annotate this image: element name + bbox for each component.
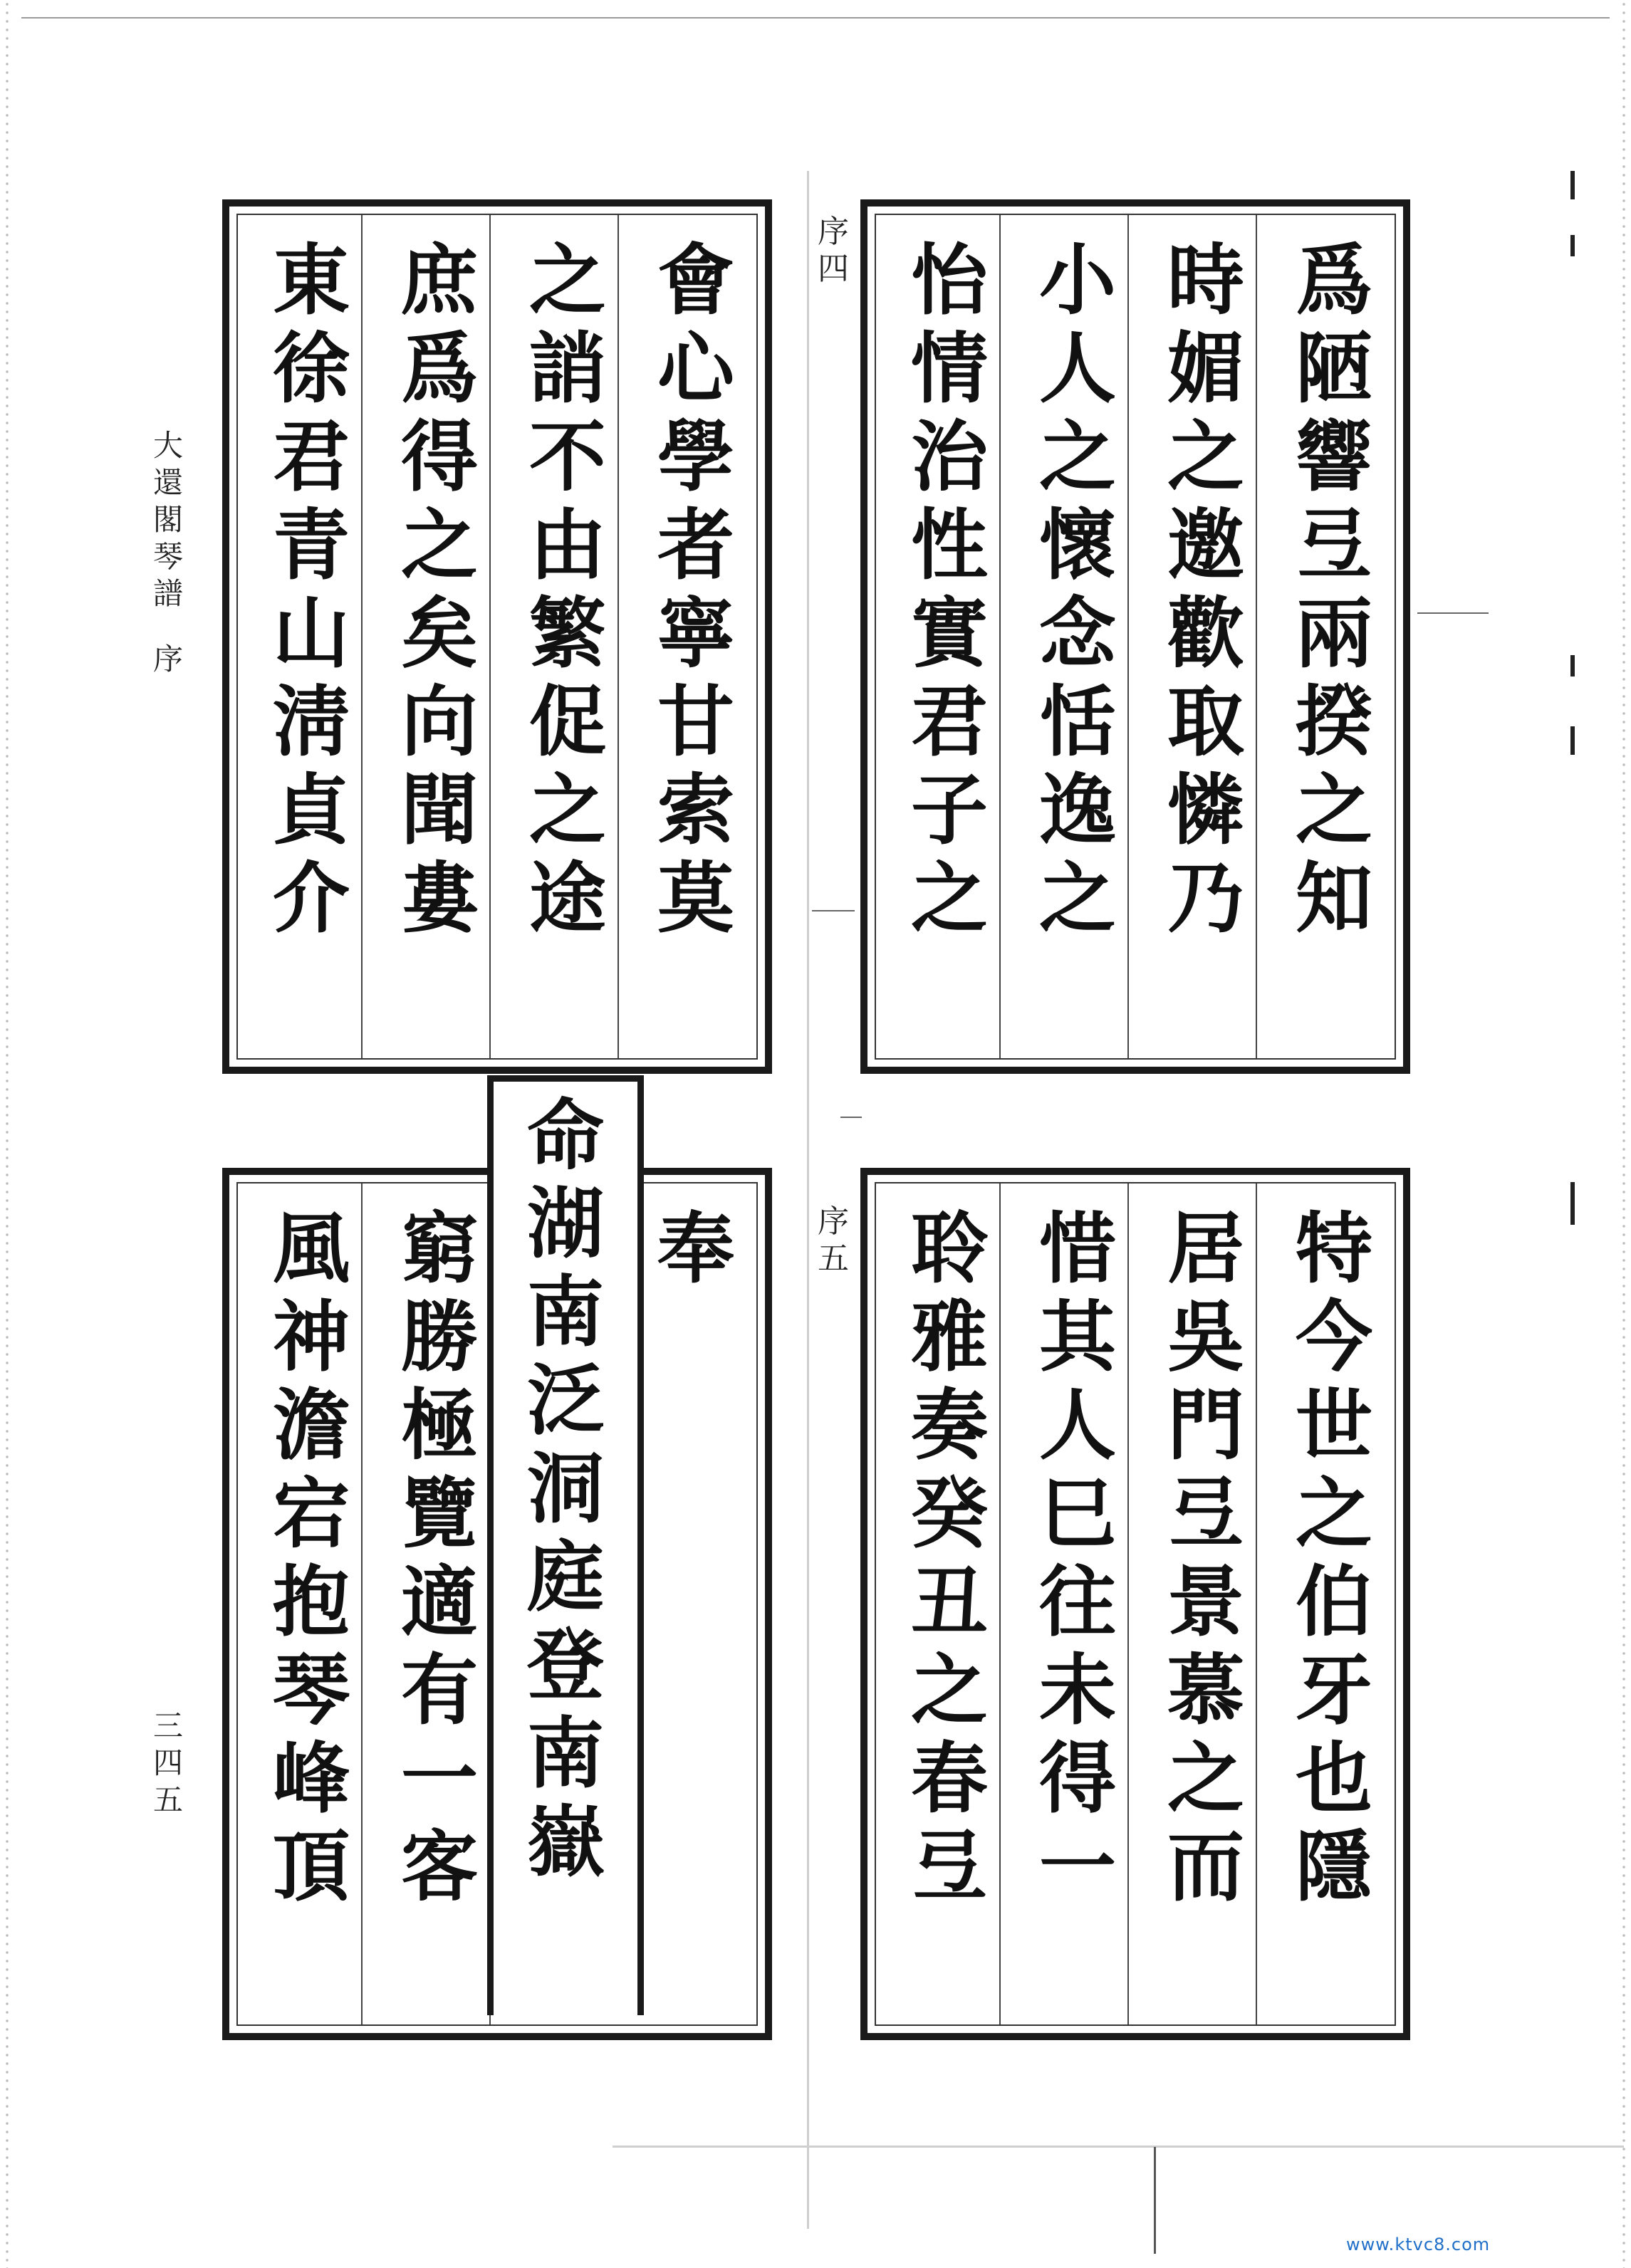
text-char: 也 [1295, 1734, 1372, 1824]
text-char: 庭 [526, 1532, 604, 1622]
text-char: 歡 [1167, 589, 1244, 679]
watermark-text: www.ktvc8.com [1346, 2235, 1491, 2254]
text-char: 奏 [910, 1381, 988, 1470]
text-column [642, 236, 749, 943]
panel-bottom-right [860, 1168, 1410, 2040]
text-char: 極 [400, 1381, 478, 1470]
text-column [514, 236, 621, 943]
text-char: 陋 [1295, 324, 1372, 414]
text-char: 抱 [272, 1557, 350, 1647]
text-char: 泛 [526, 1356, 604, 1446]
text-char: 取 [1167, 677, 1244, 767]
text-char: 之 [910, 1646, 988, 1735]
title-char: 琴 [152, 539, 183, 574]
text-char: 甘 [657, 677, 734, 767]
text-char: 時 [1167, 236, 1244, 325]
text-column [1024, 236, 1131, 943]
text-char: 聆 [910, 1204, 988, 1294]
text-char: 覽 [400, 1469, 478, 1559]
text-column [1281, 236, 1387, 943]
text-char: 一 [400, 1734, 478, 1824]
text-char: 弖 [1295, 501, 1372, 590]
scan-fragment [1570, 1182, 1575, 1225]
text-char: 春 [910, 1734, 988, 1824]
text-char: 學 [657, 412, 734, 502]
text-char: 邀 [1167, 501, 1244, 590]
section-label-char: 序 [818, 1203, 849, 1240]
text-char: 伯 [1295, 1557, 1372, 1647]
text-char: 子 [910, 765, 988, 855]
text-char: 向 [400, 677, 478, 767]
panel-top-right [860, 199, 1410, 1074]
text-column [896, 236, 1003, 943]
text-char: 弖 [910, 1822, 988, 1912]
scan-hline [1417, 612, 1489, 614]
text-char: 逸 [1038, 765, 1116, 855]
text-char: 一 [1038, 1822, 1116, 1912]
text-char: 矣 [400, 589, 478, 679]
text-char: 寧 [657, 589, 734, 679]
text-char: 性 [910, 501, 988, 590]
text-char: 介 [272, 854, 350, 944]
scan-hline [840, 1117, 862, 1118]
text-char: 之 [528, 236, 606, 325]
text-char: 者 [657, 501, 734, 590]
text-char: 有 [400, 1646, 478, 1735]
scan-fragment [1570, 235, 1575, 256]
text-char: 丑 [910, 1557, 988, 1647]
section-label-char: 五 [818, 1240, 849, 1277]
text-char: 命 [526, 1091, 604, 1181]
text-column [258, 236, 365, 943]
text-char: 嶽 [526, 1797, 604, 1887]
text-char: 風 [272, 1204, 350, 1294]
text-char: 怡 [910, 236, 988, 325]
text-char: 東 [272, 236, 350, 325]
scan-fragment [1570, 171, 1575, 199]
text-char: 心 [657, 324, 734, 414]
text-char: 由 [528, 501, 606, 590]
text-char: 未 [1038, 1646, 1116, 1735]
page-number [147, 1708, 189, 1819]
text-char: 知 [1295, 854, 1372, 944]
top-border-line [21, 17, 1610, 19]
text-char: 其 [1038, 1292, 1116, 1382]
text-char: 憐 [1167, 765, 1244, 855]
text-char: 君 [272, 412, 350, 502]
title-char: 閣 [152, 502, 183, 537]
text-char: 徐 [272, 324, 350, 414]
text-char: 庶 [400, 236, 478, 325]
text-char: 琴 [272, 1646, 350, 1735]
text-char: 乃 [1167, 854, 1244, 944]
text-char: 南 [526, 1709, 604, 1799]
text-char: 峰 [272, 1734, 350, 1824]
text-char: 促 [528, 677, 606, 767]
text-char: 神 [272, 1292, 350, 1382]
text-char: 繁 [528, 589, 606, 679]
text-char: 人 [1038, 324, 1116, 414]
text-char: 奉 [657, 1204, 734, 1294]
section-label-four [812, 214, 855, 288]
scan-edge-right [1621, 0, 1627, 2268]
title-char: 大 [152, 428, 183, 463]
center-fold-line [807, 171, 809, 2229]
text-char: 景 [1167, 1557, 1244, 1647]
text-char: 懷 [1038, 501, 1116, 590]
text-char: 洞 [526, 1444, 604, 1534]
scan-fragment [1570, 655, 1575, 676]
text-char: 人 [1038, 1381, 1116, 1470]
text-char: 之 [910, 854, 988, 944]
notch-text-column [512, 1092, 619, 1886]
title-char: 譜 [152, 576, 183, 611]
text-column [386, 236, 493, 943]
bottom-rule-line [613, 2146, 1624, 2148]
text-char: 惜 [1038, 1204, 1116, 1294]
text-char: 婁 [400, 854, 478, 944]
text-column [1152, 236, 1259, 943]
text-char: 適 [400, 1557, 478, 1647]
page-number-char: 五 [152, 1782, 183, 1817]
text-char: 念 [1038, 589, 1116, 679]
raised-column-notch [487, 1075, 644, 2015]
text-char: 索 [657, 765, 734, 855]
text-char: 莫 [657, 854, 734, 944]
text-char: 實 [910, 589, 988, 679]
fold-bottom-mark [1154, 2147, 1156, 2254]
section-label-char: 四 [818, 251, 849, 287]
text-char: 而 [1167, 1822, 1244, 1912]
text-column [896, 1205, 1003, 1911]
text-char: 牙 [1295, 1646, 1372, 1735]
section-label-char: 序 [818, 214, 849, 250]
text-char: 爲 [1295, 236, 1372, 325]
scan-edge-left [4, 0, 10, 2268]
text-char: 君 [910, 677, 988, 767]
text-char: 之 [1038, 854, 1116, 944]
text-char: 慕 [1167, 1646, 1244, 1735]
text-char: 情 [910, 324, 988, 414]
text-char: 吳 [1167, 1292, 1244, 1382]
text-char: 之 [1295, 765, 1372, 855]
text-char: 治 [910, 412, 988, 502]
book-title-margin [147, 427, 189, 678]
text-char: 癸 [910, 1469, 988, 1559]
panel-top-left [222, 199, 772, 1074]
text-char: 之 [1295, 1469, 1372, 1559]
text-char: 隱 [1295, 1822, 1372, 1912]
text-char: 得 [1038, 1734, 1116, 1824]
text-char: 澹 [272, 1381, 350, 1470]
text-column [386, 1205, 493, 1911]
text-char: 之 [1167, 412, 1244, 502]
text-char: 之 [1038, 412, 1116, 502]
text-char: 不 [528, 412, 606, 502]
text-char: 淸 [272, 677, 350, 767]
text-column [258, 1205, 365, 1911]
text-char: 宕 [272, 1469, 350, 1559]
text-char: 南 [526, 1268, 604, 1357]
text-char: 小 [1038, 236, 1116, 325]
text-char: 往 [1038, 1557, 1116, 1647]
text-column [1281, 1205, 1387, 1911]
section-char: 序 [152, 642, 183, 676]
text-char: 湖 [526, 1179, 604, 1269]
text-char: 特 [1295, 1204, 1372, 1294]
scan-fragment [1570, 726, 1575, 755]
text-char: 響 [1295, 412, 1372, 502]
text-char: 世 [1295, 1381, 1372, 1470]
section-label-five [812, 1203, 855, 1277]
text-char: 巳 [1038, 1469, 1116, 1559]
text-char: 聞 [400, 765, 478, 855]
text-char: 之 [1167, 1734, 1244, 1824]
text-char: 媚 [1167, 324, 1244, 414]
text-column [1024, 1205, 1131, 1911]
text-char: 弖 [1167, 1469, 1244, 1559]
text-column [642, 1205, 749, 1293]
text-char: 揆 [1295, 677, 1372, 767]
page-number-char: 三 [152, 1708, 183, 1743]
page-number-char: 四 [152, 1745, 183, 1780]
text-column [1152, 1205, 1259, 1911]
text-char: 誚 [528, 324, 606, 414]
text-char: 山 [272, 589, 350, 679]
text-char: 居 [1167, 1204, 1244, 1294]
text-char: 客 [400, 1822, 478, 1912]
text-char: 貞 [272, 765, 350, 855]
text-char: 青 [272, 501, 350, 590]
text-char: 會 [657, 236, 734, 325]
text-char: 勝 [400, 1292, 478, 1382]
text-char: 恬 [1038, 677, 1116, 767]
text-char: 之 [400, 501, 478, 590]
text-char: 頂 [272, 1822, 350, 1912]
text-char: 今 [1295, 1292, 1372, 1382]
text-char: 得 [400, 412, 478, 502]
text-char: 窮 [400, 1204, 478, 1294]
text-char: 門 [1167, 1381, 1244, 1470]
text-char: 登 [526, 1621, 604, 1710]
text-char: 途 [528, 854, 606, 944]
scan-hline [812, 910, 855, 911]
text-char: 爲 [400, 324, 478, 414]
text-char: 兩 [1295, 589, 1372, 679]
text-char: 之 [528, 765, 606, 855]
text-char: 雅 [910, 1292, 988, 1382]
title-char: 還 [152, 465, 183, 500]
